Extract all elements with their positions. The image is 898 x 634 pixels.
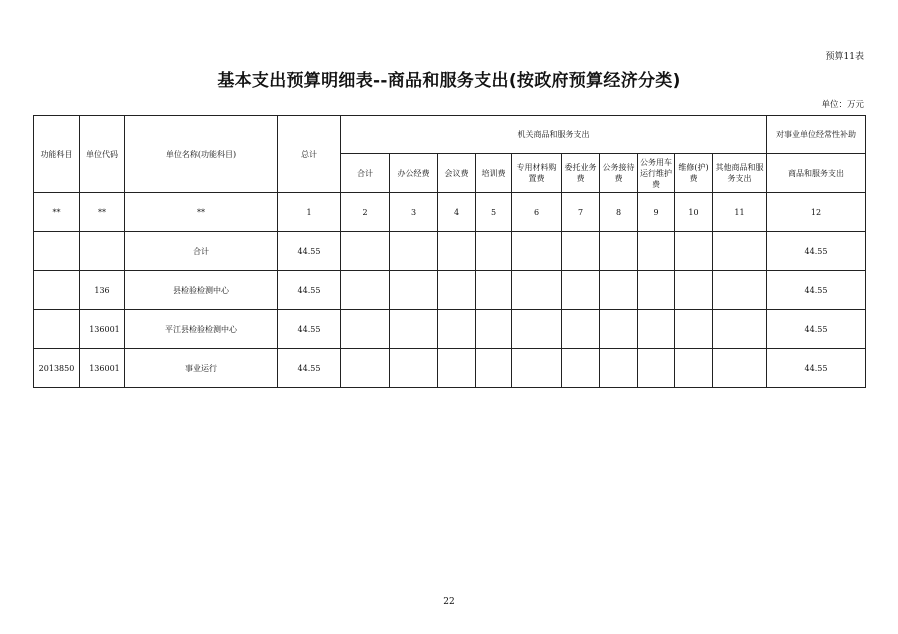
table-row [34, 310, 866, 349]
cell-empty [341, 349, 390, 388]
header-sub: 办公经费 [390, 154, 438, 193]
header-unit-code: 单位代码 [80, 116, 125, 193]
cell-total: 44.55 [278, 271, 341, 310]
cell-empty [476, 271, 512, 310]
header-group-org: 机关商品和服务支出 [341, 116, 767, 154]
cell-empty [600, 271, 638, 310]
cell-code [80, 232, 125, 271]
cell-empty [512, 310, 562, 349]
cell-empty [390, 232, 438, 271]
header-unit-name: 单位名称(功能科目) [125, 116, 278, 193]
cell-total: 44.55 [278, 232, 341, 271]
cell-empty [438, 310, 476, 349]
index-cell: 7 [562, 193, 600, 232]
cell-empty [675, 349, 713, 388]
header-sub: 培训费 [476, 154, 512, 193]
cell-empty [476, 310, 512, 349]
cell-subsidy: 44.55 [767, 349, 866, 388]
cell-empty [713, 271, 767, 310]
header-sub: 会议费 [438, 154, 476, 193]
cell-empty [512, 232, 562, 271]
index-cell: 2 [341, 193, 390, 232]
cell-total: 44.55 [278, 310, 341, 349]
cell-empty [390, 349, 438, 388]
cell-empty [713, 310, 767, 349]
cell-empty [390, 310, 438, 349]
index-cell: 9 [638, 193, 675, 232]
cell-empty [476, 232, 512, 271]
cell-empty [562, 271, 600, 310]
cell-empty [512, 271, 562, 310]
cell-code: 136001 [80, 349, 125, 388]
cell-empty [562, 349, 600, 388]
page-title: 基本支出预算明细表--商品和服务支出(按政府预算经济分类) [217, 71, 681, 91]
header-sub: 维修(护)费 [675, 154, 713, 193]
cell-empty [341, 232, 390, 271]
cell-name: 县检验检测中心 [125, 271, 278, 310]
cell-func [34, 310, 80, 349]
header-func-subject: 功能科目 [34, 116, 80, 193]
index-cell: ** [34, 193, 80, 232]
cell-empty [675, 271, 713, 310]
cell-empty [713, 232, 767, 271]
cell-empty [562, 232, 600, 271]
cell-subsidy: 44.55 [767, 310, 866, 349]
cell-empty [476, 349, 512, 388]
cell-empty [438, 271, 476, 310]
cell-subsidy: 44.55 [767, 232, 866, 271]
header-group-subsidy: 对事业单位经常性补助 [767, 116, 866, 154]
cell-empty [600, 310, 638, 349]
index-cell: ** [125, 193, 278, 232]
index-cell: ** [80, 193, 125, 232]
index-cell: 4 [438, 193, 476, 232]
header-row-1 [34, 116, 866, 154]
cell-code: 136001 [80, 310, 125, 349]
cell-func [34, 232, 80, 271]
header-total: 总计 [278, 116, 341, 193]
table-row [34, 349, 866, 388]
index-row [34, 193, 866, 232]
index-cell: 12 [767, 193, 866, 232]
cell-func [34, 271, 80, 310]
index-cell: 1 [278, 193, 341, 232]
cell-empty [390, 271, 438, 310]
cell-empty [675, 310, 713, 349]
header-sub: 公务用车运行维护费 [638, 154, 675, 193]
table-row [34, 232, 866, 271]
header-sub: 其他商品和服务支出 [713, 154, 767, 193]
header-sub: 公务接待费 [600, 154, 638, 193]
unit-label: 单位：万元 [821, 100, 864, 110]
index-cell: 6 [512, 193, 562, 232]
index-cell: 5 [476, 193, 512, 232]
index-cell: 11 [713, 193, 767, 232]
header-sub: 委托业务费 [562, 154, 600, 193]
cell-name: 平江县检验检测中心 [125, 310, 278, 349]
cell-empty [713, 349, 767, 388]
cell-empty [341, 310, 390, 349]
cell-func: 2013850 [34, 349, 80, 388]
cell-empty [638, 271, 675, 310]
cell-empty [638, 232, 675, 271]
cell-empty [675, 232, 713, 271]
budget-table [33, 115, 866, 388]
page-number: 22 [443, 597, 455, 607]
cell-empty [600, 232, 638, 271]
cell-empty [638, 349, 675, 388]
index-cell: 3 [390, 193, 438, 232]
cell-name: 合计 [125, 232, 278, 271]
cell-empty [341, 271, 390, 310]
cell-empty [638, 310, 675, 349]
index-cell: 8 [600, 193, 638, 232]
cell-name: 事业运行 [125, 349, 278, 388]
table-row [34, 271, 866, 310]
cell-empty [562, 310, 600, 349]
cell-code: 136 [80, 271, 125, 310]
header-subsidy-sub: 商品和服务支出 [767, 154, 866, 193]
cell-empty [438, 232, 476, 271]
cell-total: 44.55 [278, 349, 341, 388]
index-cell: 10 [675, 193, 713, 232]
header-sub: 专用材料购置费 [512, 154, 562, 193]
cell-subsidy: 44.55 [767, 271, 866, 310]
page-code: 预算11表 [825, 52, 864, 62]
cell-empty [600, 349, 638, 388]
cell-empty [512, 349, 562, 388]
cell-empty [438, 349, 476, 388]
header-sub: 合计 [341, 154, 390, 193]
